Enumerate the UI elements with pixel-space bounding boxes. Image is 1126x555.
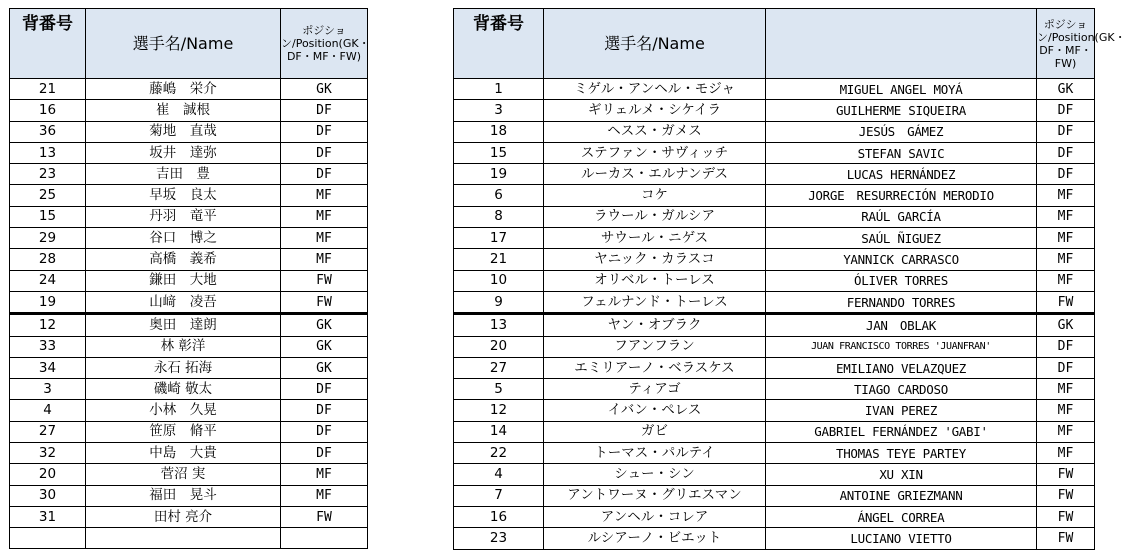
player-position: MF bbox=[1037, 249, 1095, 270]
player-name-latin: JUAN FRANCISCO TORRES 'JUANFRAN' bbox=[766, 336, 1037, 357]
player-number: 19 bbox=[454, 164, 544, 185]
player-name-latin: EMILIANO VELAZQUEZ bbox=[766, 357, 1037, 378]
player-name-latin: JESÚS GÁMEZ bbox=[766, 121, 1037, 142]
player-number: 28 bbox=[10, 249, 86, 270]
player-position: MF bbox=[1037, 206, 1095, 227]
player-name: 中島 大貴 bbox=[86, 443, 281, 464]
player-name-katakana: ミゲル・アンヘル・モジャ bbox=[544, 79, 766, 100]
table-row bbox=[454, 142, 1095, 163]
player-number: 30 bbox=[10, 485, 86, 506]
table-row bbox=[10, 485, 368, 506]
player-name-latin: GUILHERME SIQUEIRA bbox=[766, 100, 1037, 121]
player-name-katakana: エミリアーノ・ベラスケス bbox=[544, 357, 766, 378]
header-player-name: 選手名/Name bbox=[544, 9, 766, 79]
table-row bbox=[10, 164, 368, 185]
header-row bbox=[10, 9, 368, 79]
table-row bbox=[454, 357, 1095, 378]
player-position: DF bbox=[281, 121, 368, 142]
table-row bbox=[454, 506, 1095, 527]
table-row bbox=[10, 291, 368, 313]
table-row bbox=[454, 164, 1095, 185]
table-row bbox=[454, 228, 1095, 249]
player-number: 10 bbox=[454, 270, 544, 291]
player-name-latin: JORGE RESURRECIÓN MERODIO bbox=[766, 185, 1037, 206]
home-roster-body bbox=[10, 79, 368, 549]
player-number: 17 bbox=[454, 228, 544, 249]
player-name-katakana: ヤニック・カラスコ bbox=[544, 249, 766, 270]
player-number: 20 bbox=[10, 464, 86, 485]
table-row bbox=[10, 121, 368, 142]
player-name: 福田 晃斗 bbox=[86, 485, 281, 506]
player-position: FW bbox=[281, 291, 368, 313]
player-number: 27 bbox=[10, 421, 86, 442]
table-row bbox=[454, 206, 1095, 227]
table-row bbox=[10, 249, 368, 270]
player-name: 田村 亮介 bbox=[86, 506, 281, 527]
table-row bbox=[454, 443, 1095, 464]
player-name-latin: ÁNGEL CORREA bbox=[766, 506, 1037, 527]
player-position: DF bbox=[1037, 357, 1095, 378]
player-position: MF bbox=[281, 464, 368, 485]
table-row bbox=[454, 314, 1095, 336]
player-number: 29 bbox=[10, 228, 86, 249]
player-position: MF bbox=[1037, 270, 1095, 291]
table-row bbox=[10, 506, 368, 527]
player-number: 9 bbox=[454, 291, 544, 313]
table-row bbox=[454, 528, 1095, 549]
player-name-katakana: ルシアーノ・ビエット bbox=[544, 528, 766, 549]
player-name: 藤嶋 栄介 bbox=[86, 79, 281, 100]
player-position: DF bbox=[281, 142, 368, 163]
player-number: 21 bbox=[10, 79, 86, 100]
player-name-katakana: ステファン・サヴィッチ bbox=[544, 142, 766, 163]
home-team-roster-table bbox=[9, 8, 368, 549]
table-row bbox=[454, 79, 1095, 100]
player-name: 坂井 達弥 bbox=[86, 142, 281, 163]
player-name-latin: LUCIANO VIETTO bbox=[766, 528, 1037, 549]
player-position: DF bbox=[281, 400, 368, 421]
table-row bbox=[454, 100, 1095, 121]
table-row bbox=[454, 270, 1095, 291]
player-name-katakana: ルーカス・エルナンデス bbox=[544, 164, 766, 185]
table-row bbox=[454, 291, 1095, 313]
player-number: 33 bbox=[10, 336, 86, 357]
player-position: GK bbox=[281, 314, 368, 336]
player-number: 32 bbox=[10, 443, 86, 464]
player-name-latin: ÓLIVER TORRES bbox=[766, 270, 1037, 291]
player-position: GK bbox=[1037, 314, 1095, 336]
player-number: 20 bbox=[454, 336, 544, 357]
player-position: DF bbox=[1037, 121, 1095, 142]
player-name: 崔 誠根 bbox=[86, 100, 281, 121]
player-position: DF bbox=[1037, 100, 1095, 121]
player-number: 23 bbox=[10, 164, 86, 185]
header-position bbox=[281, 9, 368, 79]
player-name-latin: STEFAN SAVIC bbox=[766, 142, 1037, 163]
player-name-katakana: ラウール・ガルシア bbox=[544, 206, 766, 227]
table-row bbox=[10, 206, 368, 227]
player-number: 19 bbox=[10, 291, 86, 313]
player-number: 18 bbox=[454, 121, 544, 142]
player-name-katakana: ティアゴ bbox=[544, 379, 766, 400]
table-row bbox=[10, 379, 368, 400]
table-row bbox=[10, 314, 368, 336]
player-position: DF bbox=[281, 164, 368, 185]
player-name: 菊地 直哉 bbox=[86, 121, 281, 142]
player-name: 小林 久晃 bbox=[86, 400, 281, 421]
player-name: 吉田 豊 bbox=[86, 164, 281, 185]
table-row bbox=[454, 421, 1095, 442]
player-number: 25 bbox=[10, 185, 86, 206]
player-number: 7 bbox=[454, 485, 544, 506]
player-name: 笹原 脩平 bbox=[86, 421, 281, 442]
player-number: 3 bbox=[454, 100, 544, 121]
table-row bbox=[454, 400, 1095, 421]
player-position: MF bbox=[281, 228, 368, 249]
player-name-katakana: ヤン・オブラク bbox=[544, 314, 766, 336]
player-number: 15 bbox=[454, 142, 544, 163]
player-position: DF bbox=[1037, 336, 1095, 357]
player-name-katakana: ギリェルメ・シケイラ bbox=[544, 100, 766, 121]
player-position: FW bbox=[281, 506, 368, 527]
player-number: 16 bbox=[10, 100, 86, 121]
player-number: 21 bbox=[454, 249, 544, 270]
player-position: MF bbox=[281, 485, 368, 506]
player-position: MF bbox=[1037, 421, 1095, 442]
player-name-katakana: ガビ bbox=[544, 421, 766, 442]
player-position: FW bbox=[1037, 506, 1095, 527]
player-name: 谷口 博之 bbox=[86, 228, 281, 249]
player-position: DF bbox=[281, 421, 368, 442]
player-name: 磯崎 敬太 bbox=[86, 379, 281, 400]
table-row bbox=[10, 443, 368, 464]
player-name-katakana: フェルナンド・トーレス bbox=[544, 291, 766, 313]
header-number: 背番号 bbox=[454, 9, 544, 79]
player-name-latin: JAN OBLAK bbox=[766, 314, 1037, 336]
player-number: 34 bbox=[10, 357, 86, 378]
player-name-katakana: イバン・ペレス bbox=[544, 400, 766, 421]
player-number: 13 bbox=[454, 314, 544, 336]
player-name-latin: GABRIEL FERNÁNDEZ 'GABI' bbox=[766, 421, 1037, 442]
player-position: FW bbox=[1037, 291, 1095, 313]
player-number: 36 bbox=[10, 121, 86, 142]
player-number: 16 bbox=[454, 506, 544, 527]
header-row bbox=[454, 9, 1095, 79]
player-position: MF bbox=[1037, 400, 1095, 421]
player-position: GK bbox=[281, 357, 368, 378]
table-row bbox=[10, 421, 368, 442]
player-position: DF bbox=[281, 379, 368, 400]
header-number: 背番号 bbox=[10, 9, 86, 79]
table-row bbox=[454, 121, 1095, 142]
table-row bbox=[10, 79, 368, 100]
player-name-latin: IVAN PEREZ bbox=[766, 400, 1037, 421]
table-row bbox=[454, 379, 1095, 400]
header-latin-name bbox=[766, 9, 1037, 79]
player-number: 4 bbox=[10, 400, 86, 421]
table-row bbox=[10, 336, 368, 357]
player-number: 8 bbox=[454, 206, 544, 227]
player-position: MF bbox=[1037, 228, 1095, 249]
player-name: 奥田 達朗 bbox=[86, 314, 281, 336]
player-position: DF bbox=[281, 100, 368, 121]
player-position: MF bbox=[1037, 379, 1095, 400]
player-number: 22 bbox=[454, 443, 544, 464]
player-number: 3 bbox=[10, 379, 86, 400]
player-name-katakana: アントワーヌ・グリエスマン bbox=[544, 485, 766, 506]
player-number: 6 bbox=[454, 185, 544, 206]
player-name-katakana: オリベル・トーレス bbox=[544, 270, 766, 291]
table-row bbox=[454, 336, 1095, 357]
player-name: 早坂 良太 bbox=[86, 185, 281, 206]
away-team-roster-table bbox=[453, 8, 1126, 550]
player-position: FW bbox=[1037, 485, 1095, 506]
table-row bbox=[10, 228, 368, 249]
player-position: FW bbox=[281, 270, 368, 291]
player-name: 高橋 義希 bbox=[86, 249, 281, 270]
player-number: 14 bbox=[454, 421, 544, 442]
player-position: MF bbox=[1037, 443, 1095, 464]
empty-cell bbox=[281, 528, 368, 549]
player-name-latin: XU XIN bbox=[766, 464, 1037, 485]
table-row bbox=[10, 142, 368, 163]
player-name-latin: SAÚL ÑIGUEZ bbox=[766, 228, 1037, 249]
player-name: 山﨑 凌吾 bbox=[86, 291, 281, 313]
player-position: GK bbox=[281, 79, 368, 100]
player-name-latin: FERNANDO TORRES bbox=[766, 291, 1037, 313]
table-row bbox=[454, 185, 1095, 206]
player-name-latin: THOMAS TEYE PARTEY bbox=[766, 443, 1037, 464]
player-number: 31 bbox=[10, 506, 86, 527]
player-name: 丹羽 竜平 bbox=[86, 206, 281, 227]
table-row bbox=[10, 400, 368, 421]
player-position: MF bbox=[1037, 185, 1095, 206]
table-row bbox=[454, 485, 1095, 506]
player-name-katakana: コケ bbox=[544, 185, 766, 206]
header-position bbox=[1037, 9, 1126, 79]
player-position: FW bbox=[1037, 464, 1095, 485]
table-row bbox=[10, 270, 368, 291]
table-row bbox=[10, 357, 368, 378]
player-position: DF bbox=[1037, 142, 1095, 163]
header-position-label: ポジション/Position(GK・DF・MF・FW) bbox=[281, 24, 370, 63]
header-position-label: ポジション/Position(GK・DF・MF・FW) bbox=[1037, 17, 1126, 70]
player-name: 菅沼 実 bbox=[86, 464, 281, 485]
table-row bbox=[454, 249, 1095, 270]
player-number: 27 bbox=[454, 357, 544, 378]
player-number: 12 bbox=[454, 400, 544, 421]
header-player-name: 選手名/Name bbox=[86, 9, 281, 79]
player-position: GK bbox=[281, 336, 368, 357]
away-roster-body bbox=[454, 79, 1095, 550]
player-name-latin: YANNICK CARRASCO bbox=[766, 249, 1037, 270]
empty-row bbox=[10, 528, 368, 549]
player-position: MF bbox=[281, 206, 368, 227]
player-number: 24 bbox=[10, 270, 86, 291]
player-name-latin: ANTOINE GRIEZMANN bbox=[766, 485, 1037, 506]
player-name: 永石 拓海 bbox=[86, 357, 281, 378]
player-position: MF bbox=[281, 249, 368, 270]
player-position: GK bbox=[1037, 79, 1095, 100]
player-number: 1 bbox=[454, 79, 544, 100]
player-number: 5 bbox=[454, 379, 544, 400]
player-name: 鎌田 大地 bbox=[86, 270, 281, 291]
player-name-katakana: シュー・シン bbox=[544, 464, 766, 485]
table-row bbox=[10, 185, 368, 206]
player-position: DF bbox=[281, 443, 368, 464]
player-name-katakana: フアンフラン bbox=[544, 336, 766, 357]
player-position: DF bbox=[1037, 164, 1095, 185]
player-number: 4 bbox=[454, 464, 544, 485]
player-name: 林 彰洋 bbox=[86, 336, 281, 357]
player-name-katakana: ヘスス・ガメス bbox=[544, 121, 766, 142]
player-name-latin: TIAGO CARDOSO bbox=[766, 379, 1037, 400]
player-name-katakana: トーマス・パルテイ bbox=[544, 443, 766, 464]
empty-cell bbox=[86, 528, 281, 549]
player-number: 13 bbox=[10, 142, 86, 163]
player-name-katakana: サウール・ニゲス bbox=[544, 228, 766, 249]
player-name-latin: MIGUEL ANGEL MOYÁ bbox=[766, 79, 1037, 100]
player-number: 15 bbox=[10, 206, 86, 227]
table-row bbox=[454, 464, 1095, 485]
player-position: FW bbox=[1037, 528, 1095, 549]
player-name-latin: LUCAS HERNÁNDEZ bbox=[766, 164, 1037, 185]
player-position: MF bbox=[281, 185, 368, 206]
player-number: 12 bbox=[10, 314, 86, 336]
table-row bbox=[10, 100, 368, 121]
player-name-latin: RAÚL GARCÍA bbox=[766, 206, 1037, 227]
table-row bbox=[10, 464, 368, 485]
player-number: 23 bbox=[454, 528, 544, 549]
empty-cell bbox=[10, 528, 86, 549]
player-name-katakana: アンヘル・コレア bbox=[544, 506, 766, 527]
